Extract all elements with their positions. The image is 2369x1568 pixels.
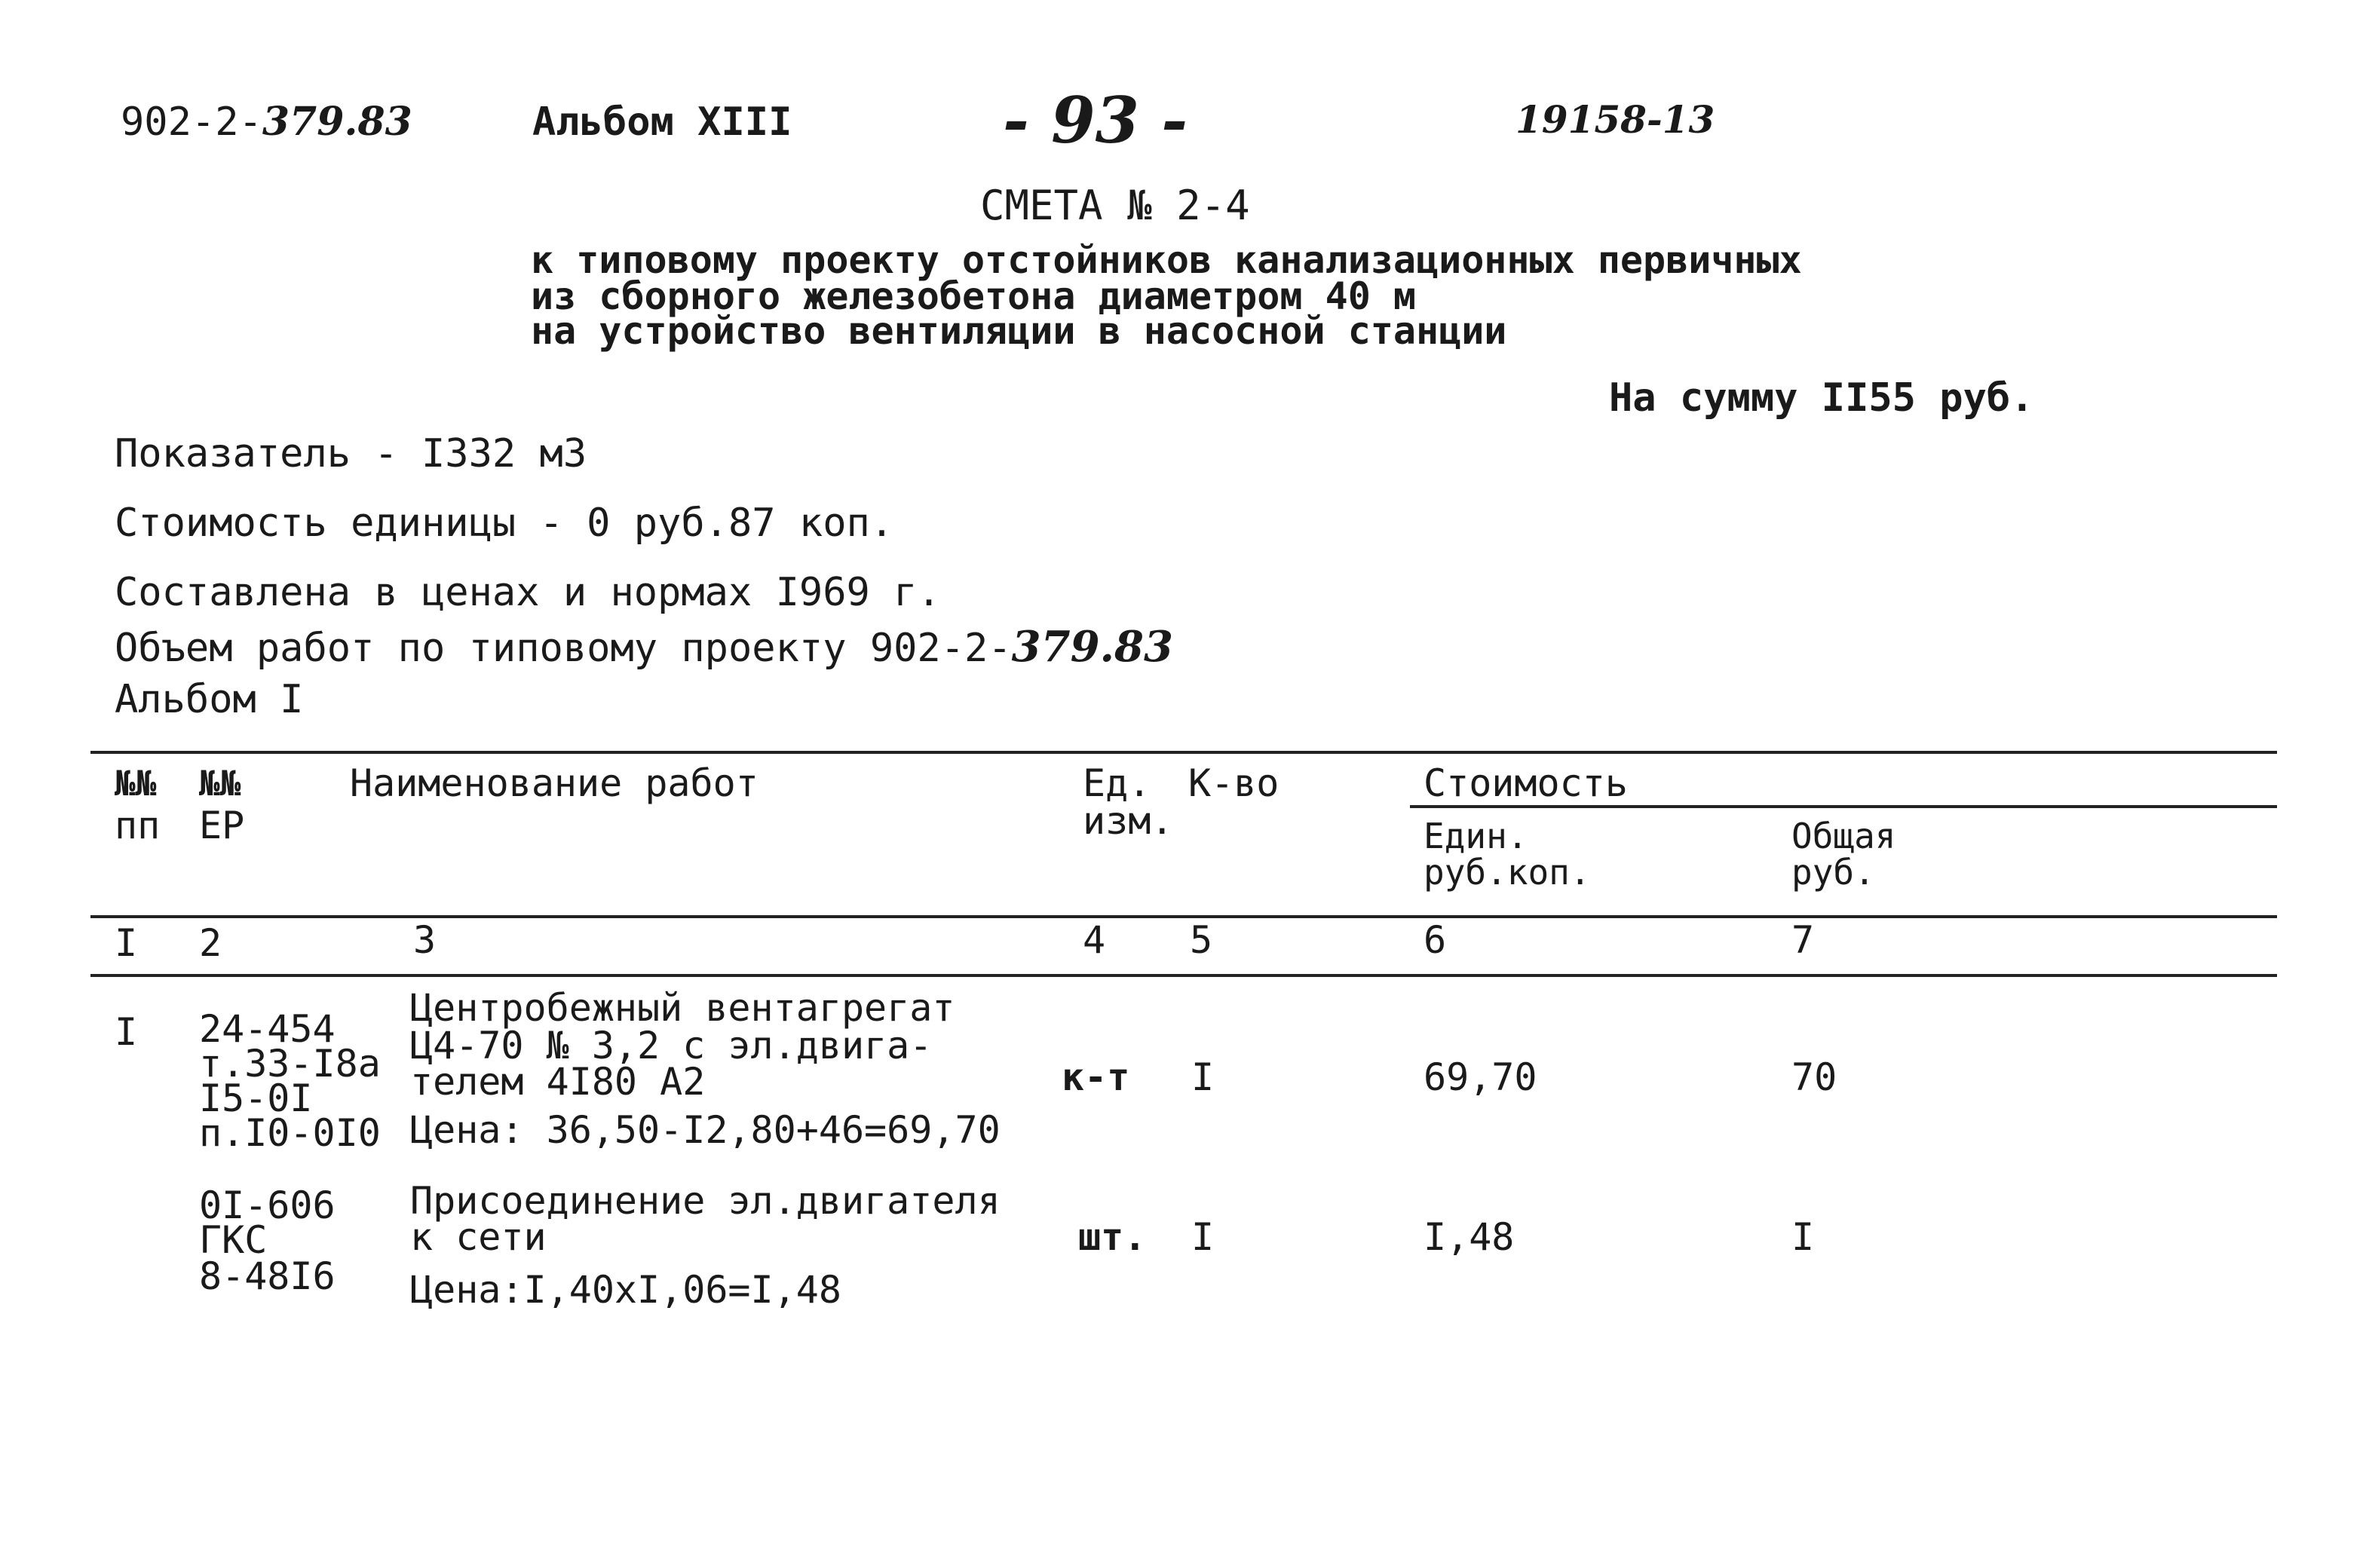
cost-sub-rule xyxy=(1410,805,2277,808)
total-cost-value: 70 xyxy=(1791,1055,1837,1099)
estimate-heading: СМЕТА № 2-4 xyxy=(980,182,1250,229)
rate-code: т.33-I8а xyxy=(199,1042,381,1086)
project-code-handwritten: 379.83 xyxy=(262,99,412,145)
row-number: I xyxy=(115,1010,138,1054)
header-col1-a: №№ xyxy=(115,763,157,804)
work-volume xyxy=(115,622,1173,672)
column-number: 5 xyxy=(1190,918,1213,962)
rate-code: 8-48I6 xyxy=(199,1254,336,1298)
header-total-cost-a: Общая xyxy=(1791,816,1896,856)
work-volume-prefix: Объем работ по типовому проекту 902-2- xyxy=(115,626,1012,671)
header-cost: Стоимость xyxy=(1424,761,1628,805)
indicator: Показатель - I332 м3 xyxy=(115,431,587,476)
header-unit-b: изм. xyxy=(1083,799,1174,843)
work-name-line: к сети xyxy=(410,1215,547,1259)
header-unit-cost-b: руб.коп. xyxy=(1424,852,1591,893)
column-number: 6 xyxy=(1424,918,1447,962)
header-quantity: К-во xyxy=(1188,761,1280,805)
title-line-2: из сборного железобетона диаметром 40 м xyxy=(531,274,1416,318)
page-number: - 93 - xyxy=(1003,83,1188,158)
work-name-line: Центробежный вентагрегат xyxy=(410,986,955,1030)
album-label: Альбом XIII xyxy=(532,100,792,145)
rate-code: п.I0-0I0 xyxy=(199,1111,381,1155)
column-number: 3 xyxy=(413,918,437,962)
unit-cost: Стоимость единицы - 0 руб.87 коп. xyxy=(115,501,894,546)
rate-code: 0I-606 xyxy=(199,1184,336,1227)
document-number: 19158-13 xyxy=(1515,97,1715,142)
quantity: I xyxy=(1191,1215,1215,1259)
work-volume-handwritten: 379.83 xyxy=(1011,622,1173,672)
unit-cost-value: I,48 xyxy=(1424,1215,1515,1259)
title-line-1: к типовому проекту отстойников канализационных первичных xyxy=(531,238,1802,282)
album-ref: Альбом I xyxy=(115,677,304,722)
header-unit-a: Ед. xyxy=(1083,761,1151,805)
header-work-name: Наименование работ xyxy=(350,761,759,805)
numbers-bottom-rule xyxy=(90,974,2277,977)
quantity: I xyxy=(1191,1055,1215,1099)
rate-code: ГКС xyxy=(199,1218,268,1262)
title-line-3: на устройство вентиляции в насосной станции xyxy=(531,309,1507,353)
unit-cost-value: 69,70 xyxy=(1424,1055,1537,1099)
price-base: Составлена в ценах и нормах I969 г. xyxy=(115,570,941,615)
unit: к-т xyxy=(1062,1055,1130,1099)
project-code-prefix: 902-2- xyxy=(121,100,262,145)
rate-code: 24-454 xyxy=(199,1007,336,1051)
work-name-line: Ц4-70 № 3,2 с эл.двига- xyxy=(410,1024,933,1067)
rate-code: I5-0I xyxy=(199,1076,313,1120)
work-name-line: Присоединение эл.двигателя xyxy=(410,1179,1001,1223)
price-formula: Цена:I,40хI,06=I,48 xyxy=(410,1268,841,1312)
header-unit-cost-a: Един. xyxy=(1424,816,1528,856)
unit: шт. xyxy=(1078,1215,1147,1259)
header-total-cost-b: руб. xyxy=(1791,852,1875,893)
work-name-line: телем 4I80 А2 xyxy=(410,1060,706,1104)
price-formula: Цена: 36,50-I2,80+46=69,70 xyxy=(410,1108,1001,1152)
column-number: 4 xyxy=(1083,918,1106,962)
total-cost-value: I xyxy=(1791,1215,1815,1259)
table-top-rule xyxy=(90,751,2277,754)
column-number: I xyxy=(115,921,138,965)
column-number: 7 xyxy=(1791,918,1815,962)
total-sum: На сумму II55 руб. xyxy=(1609,375,2034,421)
column-number: 2 xyxy=(199,921,222,965)
project-code xyxy=(121,99,412,145)
header-col2-a: №№ xyxy=(199,763,241,804)
header-col2-b: ЕР xyxy=(199,804,245,847)
header-col1-b: пп xyxy=(115,804,161,847)
